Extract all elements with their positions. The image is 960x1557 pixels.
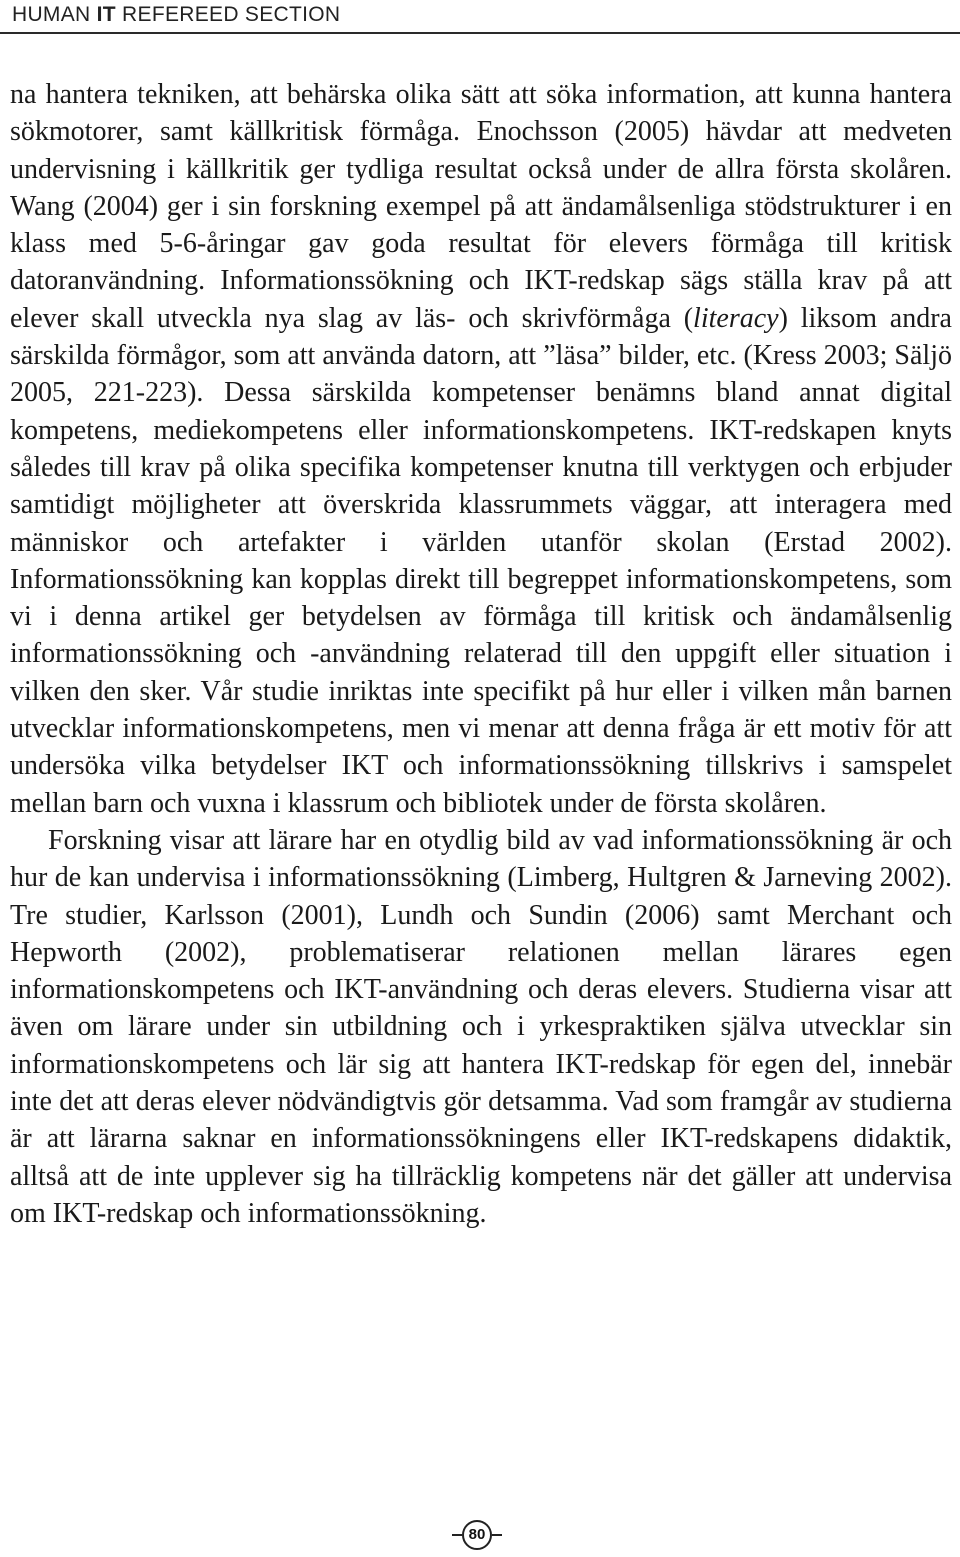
section-title [12, 3, 340, 27]
article-body [10, 76, 952, 1232]
paragraph-1 [10, 76, 952, 822]
page-number: 80 [462, 1520, 492, 1550]
page-number-rule-right [492, 1534, 502, 1536]
section-title-part-3: REFEREED SECTION [115, 3, 341, 26]
page-footer [0, 1520, 960, 1550]
paragraph-1-italic-term: literacy [693, 302, 779, 334]
running-header [0, 0, 960, 34]
paragraph-2: Forskning visar att lärare har en otydlig bild av vad informationssökning är och hur de kan undervisa i informationssökning (Limberg, Hultgren & Jarneving 2002). Tre studier, Karlsson (2001), Lundh och Sundin (2006) samt Merchant och Hepworth (2002), problematiserar relationen mellan lärares egen informationskompetens och IKT-användning och deras elevers. Studierna visar att även om lärare under sin utbildning och i yrkespraktiken själva utvecklar sin informationskompetens och lär sig att hantera IKT-redskap för egen del, innebär inte det att deras elever nödvändigtvis gör detsamma. Vad som framgår av studierna är att lärarna saknar en informationssökningens eller IKT-redskapens didaktik, alltså att de inte upplever sig ha tillräcklig kompetens när det gäller att undervisa om IKT-redskap och informationssökning. [10, 824, 952, 1229]
page-number-rule-left [452, 1534, 462, 1536]
paragraph-1-text-b: ) liksom andra särskilda förmågor, som att använda datorn, att ”läsa” bilder, etc. (Kress 2003; Säljö 2005, 221-223). Dessa särskilda kompetenser benämns bland annat digital kompetens, mediekompetens eller informationskompetens. IKT-redskapen knyts således till krav på olika specifika kompetenser knutna till verktygen och erbjuder samtidigt möjligheter att överskrida klassrummets väggar, att interagera med människor och artefakter i världen utanför skolan (Erstad 2002). Informationssökning kan kopplas direkt till begreppet informationskompetens, som vi i denna artikel ger betydelsen av förmåga till kritisk och ändamålsenlig informationssökning och -användning relaterad till den uppgift eller situation i vilken den sker. Vår studie inriktas inte specifikt på hur eller i vilken mån barnen utvecklar informationskompetens, men vi menar att denna fråga är ett motiv för att undersöka vilka betydelser IKT och informationssökning tillskrivs i samspelet mellan barn och vuxna i klassrum och bibliotek under de första skolåren. [10, 302, 952, 819]
header-divider [0, 32, 960, 34]
page-number-badge [452, 1520, 502, 1550]
paragraph-1-text-a: na hantera tekniken, att behärska olika sätt att söka information, att kunna hantera sökmotorer, samt källkritisk förmåga. Enochsson (2005) hävdar att medveten undervisning i källkritik ger tydliga resultat också under de allra första skolåren. Wang (2004) ger i sin forskning exempel på att ändamålsenliga stödstrukturer i en klass med 5-6-åringar gav goda resultat för elevers förmåga till kritisk datoranvändning. Informationssökning och IKT-redskap sägs ställa krav på att elever skall utveckla nya slag av läs- och skrivförmåga ( [10, 79, 952, 334]
section-title-part-2: IT [96, 3, 116, 26]
section-title-part-1: HUMAN [12, 3, 97, 26]
